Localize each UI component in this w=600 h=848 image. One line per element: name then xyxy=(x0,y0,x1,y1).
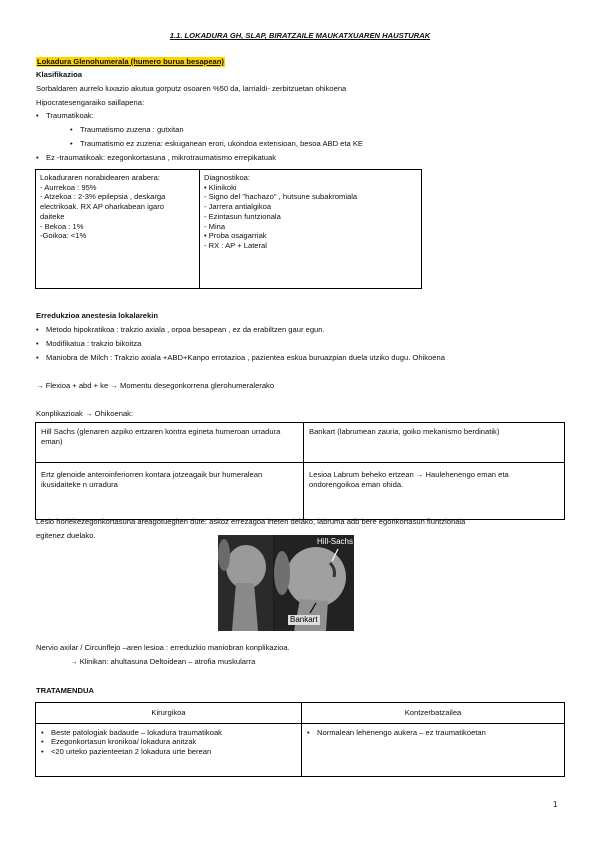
bullet: • xyxy=(70,125,73,134)
bullet: • xyxy=(36,325,39,334)
treatment-table xyxy=(35,702,565,777)
classification-line-1: Sorbaldaren aurrelo luxazio akutua gorputz osoaren %50 da, larrialdi- zerbitzuetan ohikoena xyxy=(36,84,347,93)
hill-sachs-label: Hill-Sachs xyxy=(317,537,354,546)
nerve-clinic-line: → Klinikan: ahultasuna Deltoidean – atrofia muskularra xyxy=(70,657,256,666)
bullet: • xyxy=(36,111,39,120)
shoulder-xray-image xyxy=(218,535,354,631)
section-heading: Lokadura Glenohumerala (humero burua besapean) xyxy=(37,57,224,66)
reduction-heading: Erredukzioa anestesia lokalarekin xyxy=(36,311,158,320)
treatment-heading: TRATAMENDUA xyxy=(36,686,94,695)
bankart-label: Bankart xyxy=(290,615,318,624)
hill-sachs-cell: Hill Sachs (glenaren azpiko ertzaren kontra egineta humeroan urradura eman) xyxy=(36,423,304,463)
bullet: • xyxy=(36,353,39,362)
complications-heading: Konplikazioak → Ohikoenak: xyxy=(36,409,134,418)
list-item: • Normalean lehenengo aukera – ez traumatikoetan xyxy=(307,727,486,737)
conservative-cell xyxy=(302,723,565,776)
classification-heading: Klasifikazioa xyxy=(36,70,83,79)
bullet: • xyxy=(36,153,39,162)
lesion-note: egitenez duelako. xyxy=(36,531,96,540)
list-item: • Traumatikoak: xyxy=(36,111,94,120)
list-item: • Ez -traumatikoak: ezegonkortasuna , mikrotraumatismo errepikatuak xyxy=(36,153,277,162)
list-item: • Traumatismo ez zuzena: eskuganean erori, ukondoa extensioan, besoa ABD eta KE xyxy=(70,139,363,148)
bullet: • xyxy=(70,139,73,148)
nerve-line: Nervio axilar / Circunflejo –aren lesioa : erreduzkio maniobran konplikazioa. xyxy=(36,643,290,652)
list-item: • Ezegonkortasun kronikoa/ lokadura anitzak xyxy=(41,737,197,747)
list-item: • Beste patologiak badaude – lokadura traumatikoak xyxy=(41,727,222,737)
diagnosis-cell: Diagnostikoa: • Klinikoki - Signo del "hachazo" , hutsune subakromiala - Jarrera antialgikoa - Ezintasun funtzionala - Mina • Proba osagarriak - RX : AP + Lateral xyxy=(200,170,422,289)
lesion-note: Lesio horiekezegonkortasuna areagotuegiten dute: askoz errezagoa irteten delako, labruma adb bere egonkortasun fiuntzionala xyxy=(36,517,466,526)
labrum-cell: Lesioa Labrum beheko ertzean → Haulehenengo eman eta ondorengoikoa eman ohida. xyxy=(304,463,565,520)
surgical-header: Kirurgikoa xyxy=(36,703,302,724)
bankart-cell: Bankart (labrumean zauria, goiko mekanismo berdinatik) xyxy=(304,423,565,463)
list-item: • Modifikatua : trakzio bikoitza xyxy=(36,339,142,348)
bullet: • xyxy=(36,339,39,348)
dislocation-table xyxy=(35,169,422,289)
xray-graphic xyxy=(218,535,354,631)
complications-table xyxy=(35,422,565,520)
surgical-cell xyxy=(36,723,302,776)
list-item: • Maniobra de Milch : Trakzio axiala +ABD+Kanpo errotazioa , pazientea eskua buruazpian duela utziko dugu. Ohikoena xyxy=(36,353,445,362)
list-item: • Metodo hipokratikoa : trakzio axiala , orpoa besapean , ez da erabiltzen gaur egun. xyxy=(36,325,325,334)
list-item: • Traumatismo zuzena : gutxitan xyxy=(70,125,184,134)
classification-line-2: Hipocratesengaraiko saillapena: xyxy=(36,98,145,107)
arrow-line: → Flexioa + abd + ke → Momentu desegonkorrena glerohumeralerako xyxy=(36,381,275,390)
page-number: 1 xyxy=(553,800,558,809)
conservative-header: Kontzerbatzailea xyxy=(302,703,565,724)
glenoid-cell: Ertz glenoide anteroinferiorren kontara jotzeagaik bur humeralean ikusidaiteke n urradura xyxy=(36,463,304,520)
list-item: • <20 urteko pazienteetan 2 lokadura urte berean xyxy=(41,747,212,757)
page-title: 1.1. LOKADURA GH, SLAP, BIRATZAILE MAUKATXUAREN HAUSTURAK xyxy=(169,31,431,40)
direction-cell: Lokaduraren norabidearen arabera: - Aurrekoa : 95% - Atzekoa : 2-3% epilepsia , deskarga electrikoak. RX AP oharkabean igaro daiteke - Bekoa : 1% -Goikoa: <1% xyxy=(36,170,200,289)
